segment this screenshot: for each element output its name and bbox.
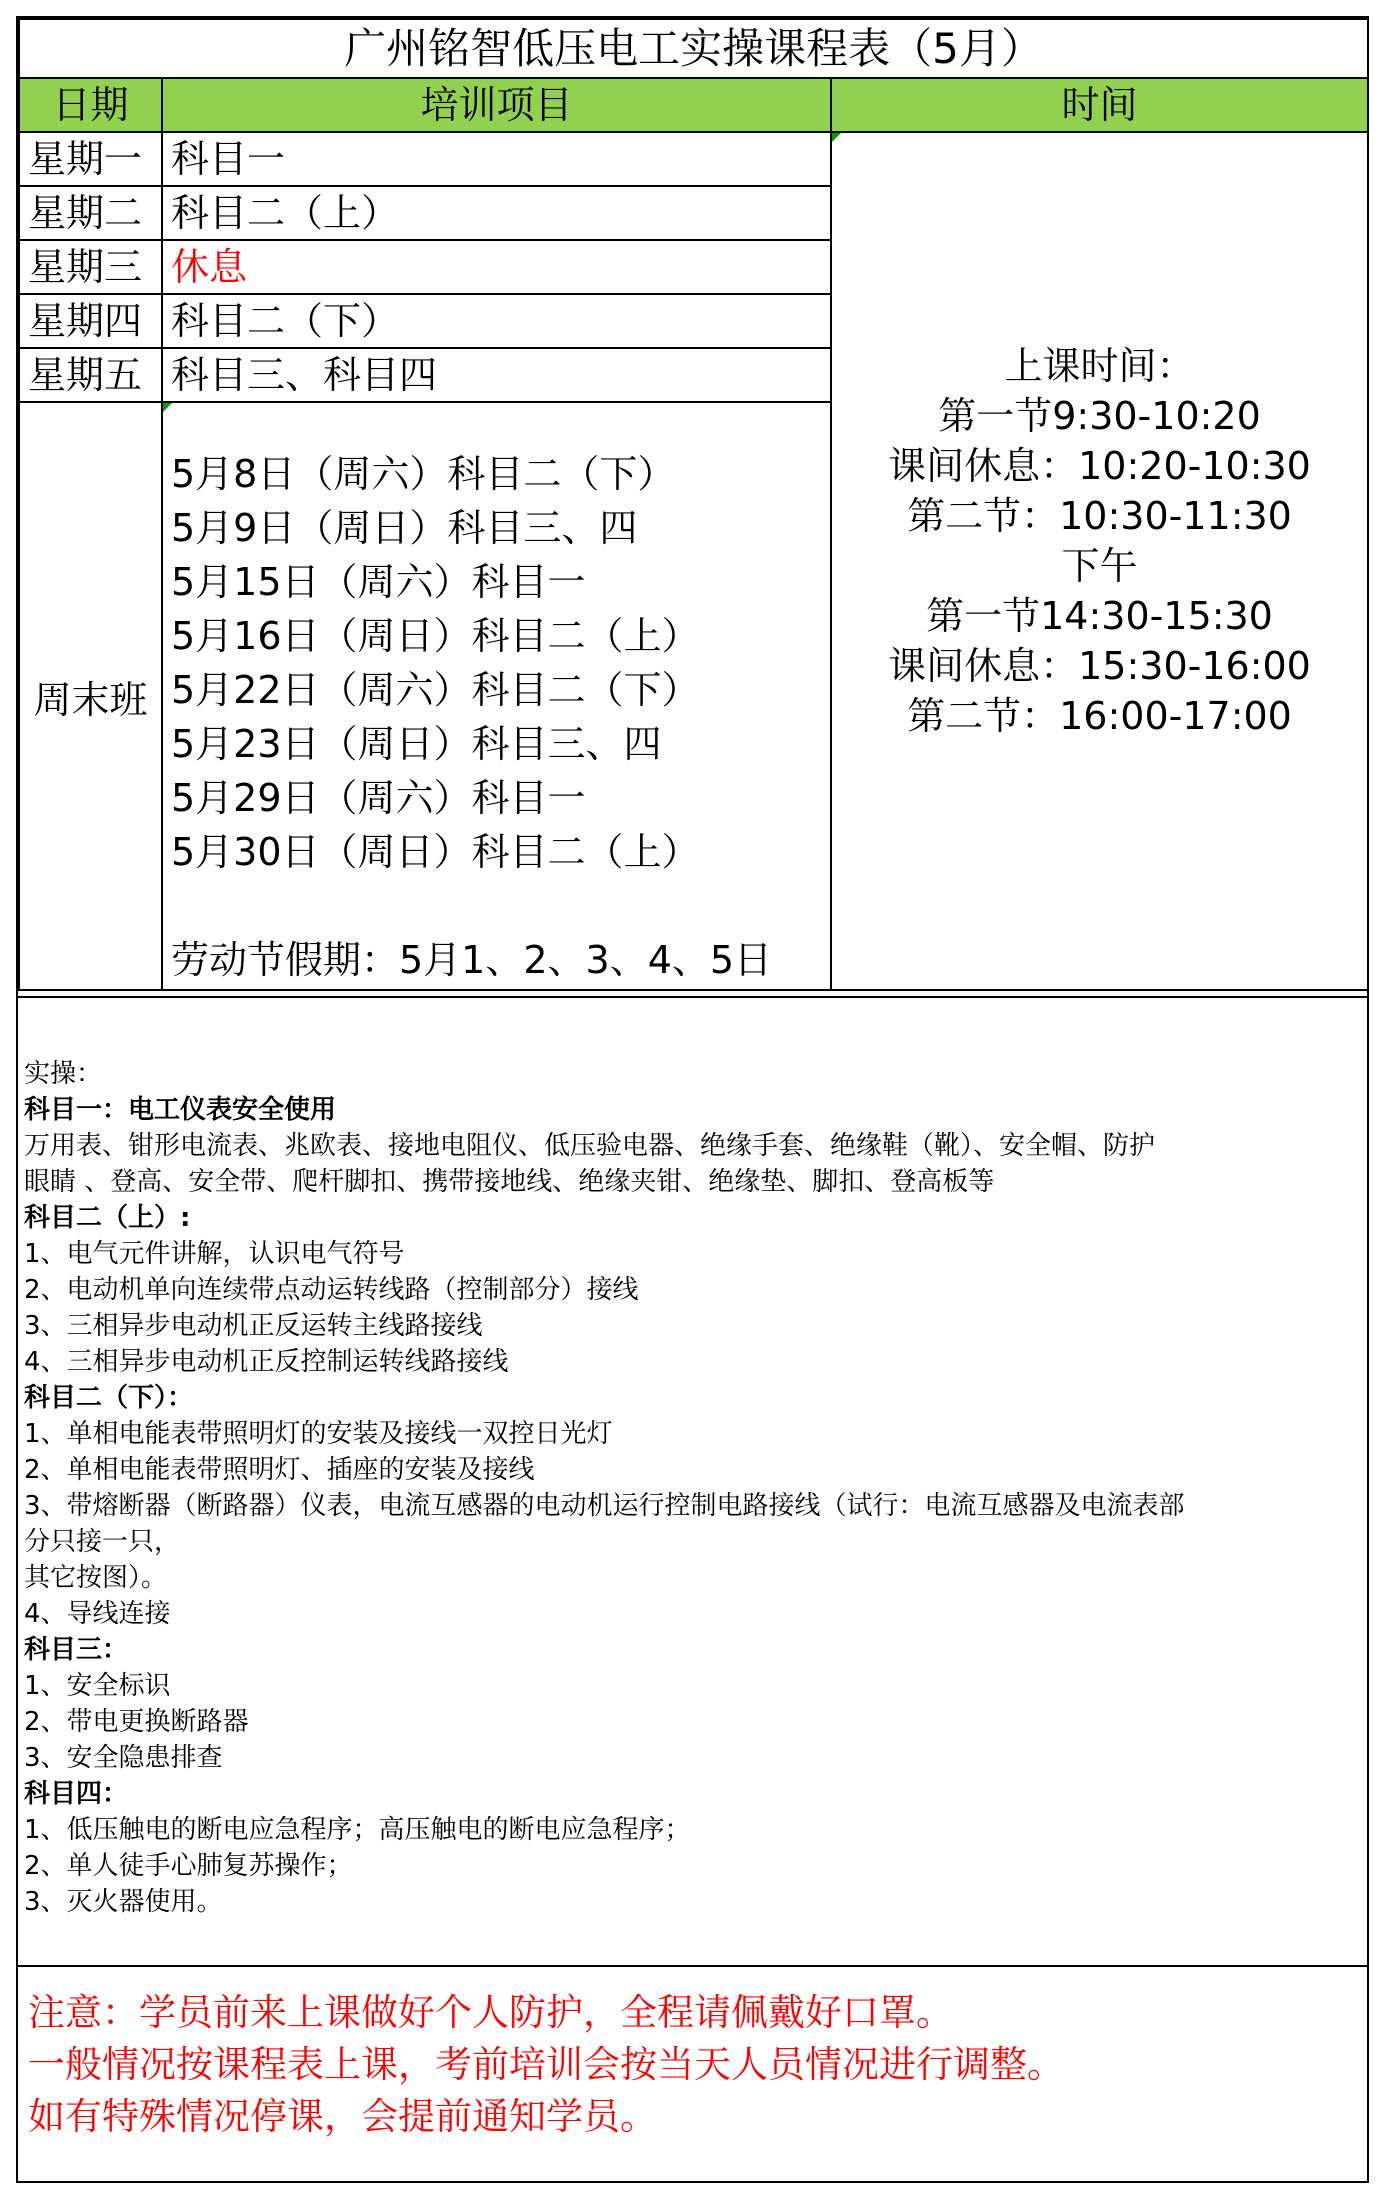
time-line: 第二节：10:30-11:30 — [907, 494, 1292, 538]
weekend-line: 5月16日（周日）科目二（上） — [171, 614, 700, 658]
weekend-schedule-cell — [162, 402, 831, 990]
note-line: 万用表、钳形电流表、兆欧表、接地电阻仪、低压验电器、绝缘手套、绝缘鞋（靴）、安全帽、防护 — [24, 1131, 1156, 1161]
note-line: 3、三相异步电动机正反运转主线路接线 — [24, 1311, 483, 1341]
practical-content-notes — [18, 996, 1367, 1964]
note-line: 1、安全标识 — [24, 1671, 171, 1701]
notice-line: 如有特殊情况停课，会提前通知学员。 — [28, 2095, 657, 2138]
note-line: 2、带电更换断路器 — [24, 1707, 249, 1737]
header-training-item: 培训项目 — [162, 78, 831, 132]
weekend-line: 5月15日（周六）科目一 — [171, 560, 586, 604]
note-line: 分只接一只， — [24, 1527, 181, 1557]
note-line: 3、灭火器使用。 — [24, 1887, 223, 1917]
time-line: 课间休息：10:20-10:30 — [888, 444, 1311, 488]
time-line: 第一节9:30-10:20 — [938, 394, 1261, 438]
note-line: 3、带熔断器（断路器）仪表，电流互感器的电动机运行控制电路接线（试行：电流互感器及电流表部 — [24, 1491, 1185, 1521]
note-line: 3、安全隐患排查 — [24, 1743, 223, 1773]
cell-marker-icon — [163, 403, 172, 412]
page-title: 广州铭智低压电工实操课程表（5月） — [19, 19, 1368, 78]
subject2b-title: 科目二（下）： — [24, 1383, 194, 1413]
note-line: 1、单相电能表带照明灯的安装及接线一双控日光灯 — [24, 1419, 613, 1449]
weekend-line: 5月23日（周日）科目三、四 — [171, 722, 662, 766]
weekday-label: 星期四 — [19, 294, 162, 348]
course-schedule-sheet — [16, 16, 1369, 2183]
class-time-cell — [831, 132, 1368, 990]
cell-marker-icon — [832, 133, 841, 142]
notice-line: 一般情况按课程表上课，考前培训会按当天人员情况进行调整。 — [28, 2043, 1064, 2086]
subject4-title: 科目四： — [24, 1779, 129, 1809]
note-line: 1、低压触电的断电应急程序；高压触电的断电应急程序； — [24, 1815, 691, 1845]
weekday-subject: 科目三、科目四 — [162, 348, 831, 402]
weekend-line: 5月29日（周六）科目一 — [171, 776, 586, 820]
weekend-class-label: 周末班 — [19, 402, 162, 990]
note-line: 2、单相电能表带照明灯、插座的安装及接线 — [24, 1455, 535, 1485]
table-row — [19, 132, 1368, 186]
weekday-subject-rest: 休息 — [162, 240, 831, 294]
subject1-title: 科目一：电工仪表安全使用 — [24, 1095, 337, 1125]
weekend-line: 5月30日（周日）科目二（上） — [171, 830, 700, 874]
weekend-line: 5月22日（周六）科目二（下） — [171, 668, 700, 712]
weekend-line: 5月8日（周六）科目二（下） — [171, 452, 676, 496]
weekday-subject: 科目二（上） — [162, 186, 831, 240]
attention-notice — [18, 1965, 1367, 2183]
note-line: 其它按图）。 — [24, 1563, 168, 1593]
header-time: 时间 — [831, 78, 1368, 132]
note-line: 4、三相异步电动机正反控制运转线路接线 — [24, 1347, 509, 1377]
notice-line: 注意：学员前来上课做好个人防护，全程请佩戴好口罩。 — [28, 1991, 953, 2034]
header-date: 日期 — [19, 78, 162, 132]
weekday-label: 星期五 — [19, 348, 162, 402]
weekday-subject: 科目二（下） — [162, 294, 831, 348]
schedule-table — [18, 18, 1369, 991]
subject3-title: 科目三： — [24, 1635, 129, 1665]
time-line: 课间休息：15:30-16:00 — [888, 644, 1311, 688]
time-line: 第二节：16:00-17:00 — [907, 694, 1292, 738]
note-line: 2、单人徒手心肺复苏操作； — [24, 1851, 353, 1881]
subject2a-title: 科目二（上）: — [24, 1203, 191, 1233]
note-line: 4、导线连接 — [24, 1599, 171, 1629]
note-line: 2、电动机单向连续带点动运转线路（控制部分）接线 — [24, 1275, 639, 1305]
weekend-line: 5月9日（周日）科目三、四 — [171, 506, 638, 550]
weekday-label: 星期三 — [19, 240, 162, 294]
time-line: 第一节14:30-15:30 — [926, 594, 1273, 638]
time-line: 上课时间： — [1004, 344, 1195, 388]
notes-intro: 实操： — [24, 1059, 103, 1089]
note-line: 1、电气元件讲解，认识电气符号 — [24, 1239, 405, 1269]
weekday-label: 星期一 — [19, 132, 162, 186]
weekday-subject: 科目一 — [162, 132, 831, 186]
weekday-label: 星期二 — [19, 186, 162, 240]
time-line: 下午 — [1061, 544, 1138, 588]
holiday-note: 劳动节假期：5月1、2、3、4、5日 — [171, 938, 773, 982]
note-line: 眼睛 、登高、安全带、爬杆脚扣、携带接地线、绝缘夹钳、绝缘垫、脚扣、登高板等 — [24, 1167, 995, 1197]
